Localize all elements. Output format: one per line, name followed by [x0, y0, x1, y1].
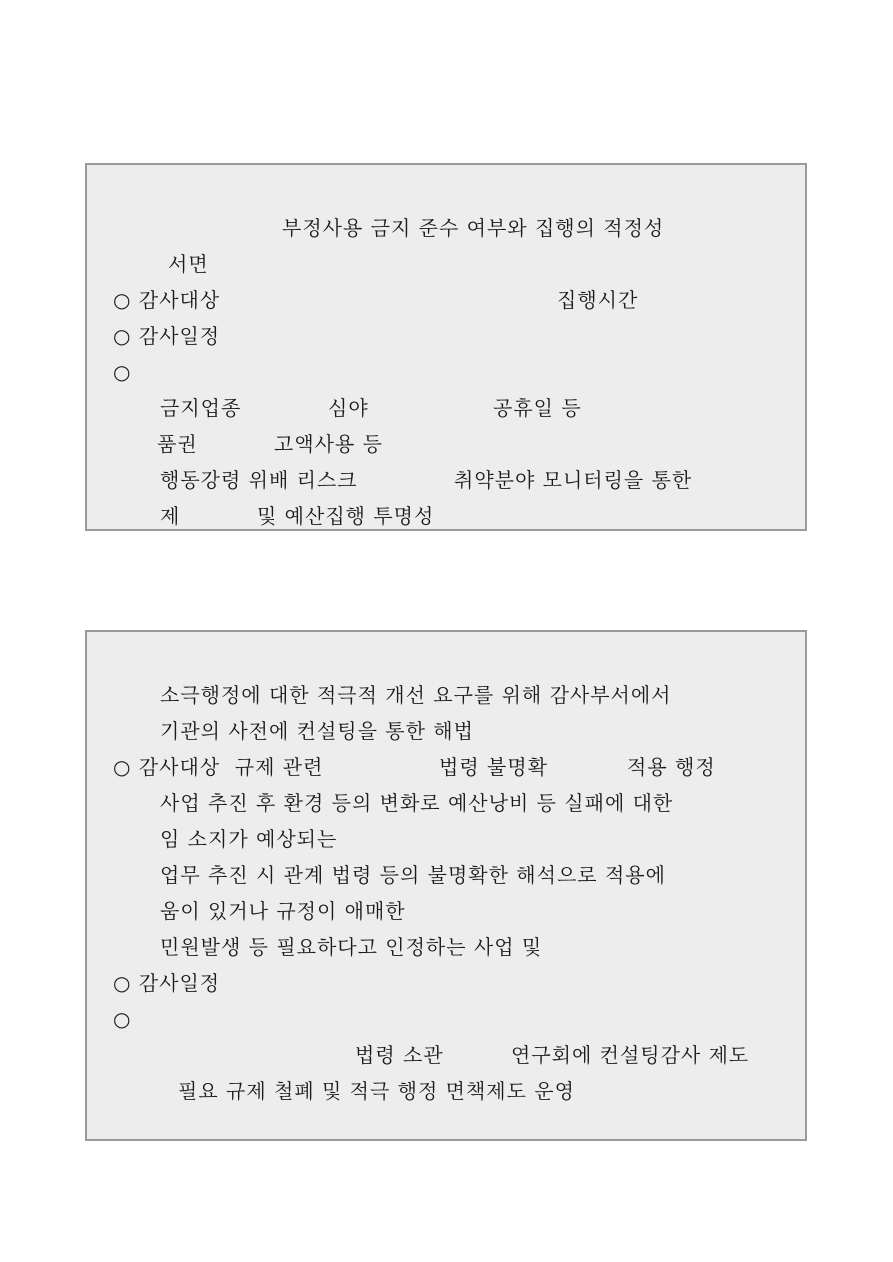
box1-line-method: 서면 [168, 252, 209, 276]
box2-line-schedule-label: ○ 감사일정 [113, 971, 221, 995]
box1-line-monitoring: 취약분야 모니터링을 통한 [454, 468, 693, 492]
box1-line-target-label: ○ 감사대상 [113, 288, 221, 312]
box2-line-purpose-cont: 기관의 사전에 컨설팅을 통한 해법 [160, 719, 474, 743]
box1-line-fragment: 제 [160, 504, 181, 528]
box1-line-conduct-risk: 행동강령 위배 리스크 [160, 468, 358, 492]
box2-line-item-3: 민원발생 등 필요하다고 인정하는 사업 및 [160, 935, 543, 959]
box2-line-target-label: ○ 감사대상 규제 관련 [113, 755, 324, 779]
box1-line-holidays: 공휴일 등 [493, 396, 582, 420]
box1-line-voucher: 품권 [157, 432, 198, 456]
box2-line-purpose: 소극행정에 대한 적극적 개선 요구를 위해 감사부서에서 [160, 683, 672, 707]
box2-line-regulation-repeal: 필요 규제 철폐 및 적극 행정 면책제도 운영 [178, 1079, 575, 1103]
box2-line-unclear-law: 법령 불명확 [439, 755, 548, 779]
box1-line-target-value: 집행시간 [557, 288, 639, 312]
box1-line-purpose: 부정사용 금지 준수 여부와 집행의 적정성 [282, 216, 665, 240]
box1-line-transparency: 및 예산집행 투명성 [257, 504, 435, 528]
box1-line-high-amount: 고액사용 등 [274, 432, 383, 456]
box2-line-law-jurisdiction: 법령 소관 [355, 1043, 444, 1067]
box1-line-schedule-label: ○ 감사일정 [113, 324, 221, 348]
box2-line-applied-admin: 적용 행정 [627, 755, 716, 779]
box2-line-item-2-cont: 움이 있거나 규정이 애매한 [160, 899, 406, 923]
box2-line-consulting-system: 연구회에 컨설팅감사 제도 [511, 1043, 750, 1067]
box2-line-item-1-cont: 임 소지가 예상되는 [160, 827, 338, 851]
box2-line-bullet: ○ [113, 1007, 132, 1031]
box2-line-item-1: 사업 추진 후 환경 등의 변화로 예산낭비 등 실패에 대한 [160, 791, 674, 815]
box1-line-late-night: 심야 [328, 396, 369, 420]
box2-line-item-2: 업무 추진 시 관계 법령 등의 불명확한 해석으로 적용에 [160, 863, 666, 887]
box1-line-restricted-business: 금지업종 [160, 396, 242, 420]
box1-line-bullet: ○ [113, 360, 132, 384]
